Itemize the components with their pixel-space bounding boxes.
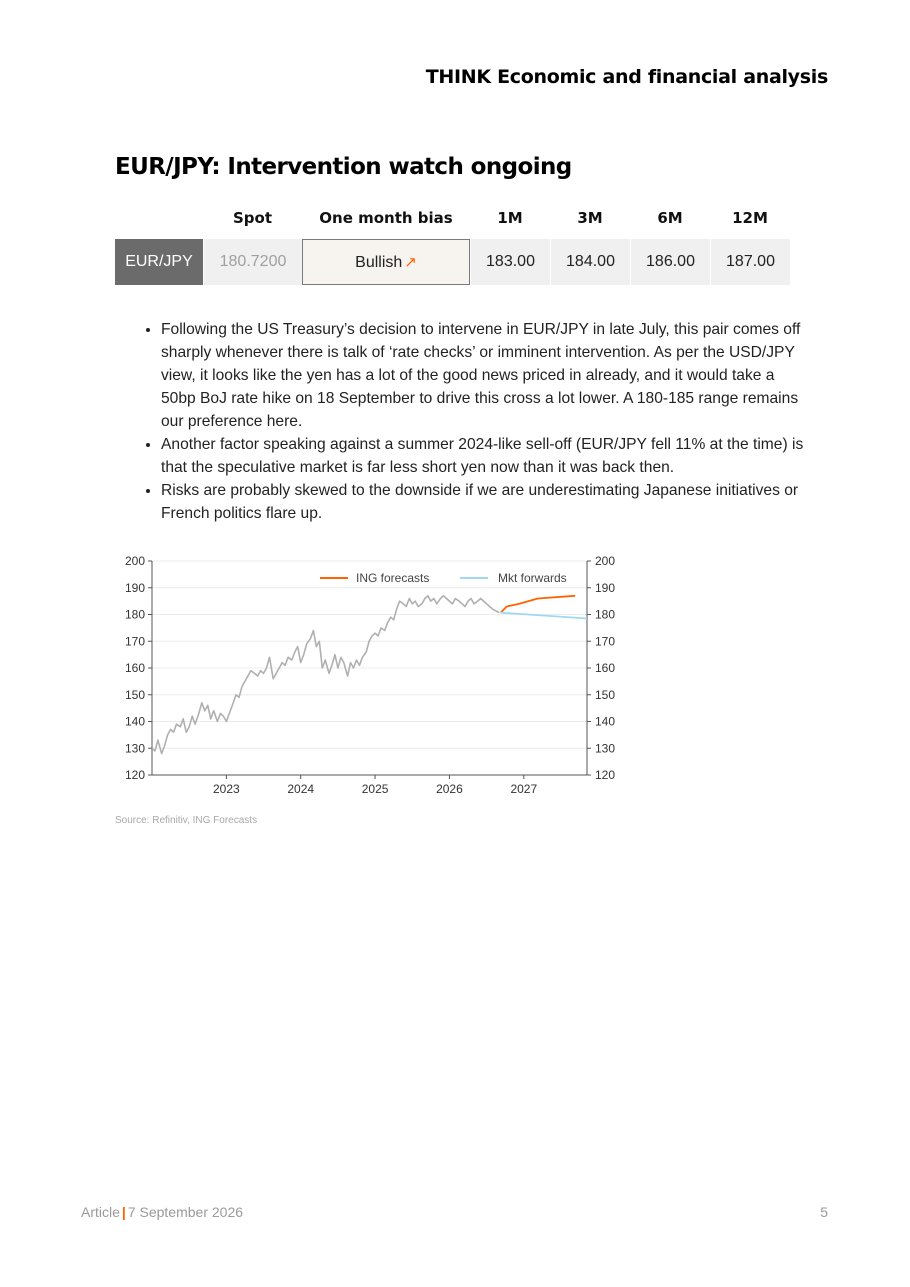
y-tick-label-left: 120 — [124, 768, 145, 782]
header-6m: 6M — [657, 209, 683, 227]
header-one-month-bias: One month bias — [319, 209, 453, 227]
list-item: • Another factor speaking against a summer 2024-like sell-off (EUR/JPY fell 11% at the time) is that the speculative market is far less short yen now than it was back then. — [161, 433, 811, 479]
chart-source: Source: Refinitiv, ING Forecasts — [115, 815, 258, 826]
y-tick-label-left: 150 — [124, 687, 145, 702]
y-tick-label-right: 120 — [595, 768, 616, 782]
forecast-table — [115, 197, 790, 285]
header-3m: 3M — [577, 209, 603, 227]
x-tick-label: 2026 — [436, 782, 463, 796]
spot-cell: 180.7200 — [203, 239, 302, 285]
y-tick-label-left: 200 — [124, 554, 145, 568]
footer-separator: | — [121, 1204, 126, 1220]
x-tick-label: 2024 — [287, 782, 315, 796]
table-row — [115, 239, 790, 285]
footer-date: 7 September 2026 — [127, 1204, 244, 1220]
eurjpy-chart — [115, 548, 625, 803]
y-tick-label-left: 140 — [124, 714, 145, 729]
y-tick-label-right: 160 — [595, 661, 616, 675]
ing-forecast-line — [501, 596, 575, 613]
footer-article-date — [81, 1204, 243, 1220]
y-tick-label-right: 170 — [595, 634, 616, 649]
y-tick-label-right: 180 — [595, 607, 616, 622]
section-title: EUR/JPY: Intervention watch ongoing — [115, 154, 572, 180]
forecast-3m-cell: 184.00 — [550, 239, 630, 285]
trend-up-arrow-icon: ↗ — [404, 253, 417, 271]
y-tick-label-left: 190 — [124, 580, 145, 595]
x-tick-label: 2025 — [361, 782, 389, 796]
y-tick-label-right: 190 — [595, 580, 616, 595]
header-1m: 1M — [497, 209, 523, 227]
list-item: • Risks are probably skewed to the downside if we are underestimating Japanese initiatives or French politics flare up. — [161, 479, 811, 525]
y-tick-label-left: 130 — [124, 741, 145, 756]
y-tick-label-right: 130 — [595, 741, 616, 756]
forecast-table-header-row — [115, 197, 790, 239]
y-tick-label-left: 170 — [124, 634, 145, 649]
forecast-6m-cell: 186.00 — [630, 239, 710, 285]
pair-cell: EUR/JPY — [115, 239, 203, 285]
header-pair — [115, 197, 203, 239]
y-tick-label-right: 200 — [595, 554, 616, 568]
y-tick-label-left: 160 — [124, 661, 145, 675]
page-number: 5 — [820, 1204, 828, 1220]
legend-label-forwards: Mkt forwards — [498, 571, 567, 585]
chart-svg — [115, 548, 625, 803]
footer-article-label: Article — [81, 1204, 120, 1220]
report-header-title: THINK Economic and financial analysis — [425, 66, 828, 88]
legend-label-ing: ING forecasts — [356, 571, 430, 585]
history-series-line — [152, 596, 499, 754]
y-tick-label-right: 150 — [595, 687, 616, 702]
bullet-list — [145, 318, 811, 525]
forecast-12m-cell: 187.00 — [710, 239, 790, 285]
y-tick-label-right: 140 — [595, 714, 616, 729]
forecast-1m-cell: 183.00 — [470, 239, 550, 285]
x-tick-label: 2023 — [213, 782, 240, 796]
header-spot: Spot — [232, 209, 273, 227]
x-tick-label: 2027 — [510, 782, 538, 796]
list-item: • Following the US Treasury’s decision to intervene in EUR/JPY in late July, this pair comes off sharply whenever there is talk of ‘rate checks’ or imminent intervention. As per the USD/JPY view, it looks like the yen has a lot of the good news priced in already, and it would take a 50bp BoJ rate hike on 18 September to drive this cross a lot lower. A 180-185 range remains our preference here. — [161, 318, 811, 433]
mkt-forwards-line — [501, 613, 587, 619]
y-tick-label-left: 180 — [124, 607, 145, 622]
bias-label: Bullish — [355, 253, 403, 271]
bias-cell — [302, 239, 470, 285]
header-12m: 12M — [732, 209, 768, 227]
